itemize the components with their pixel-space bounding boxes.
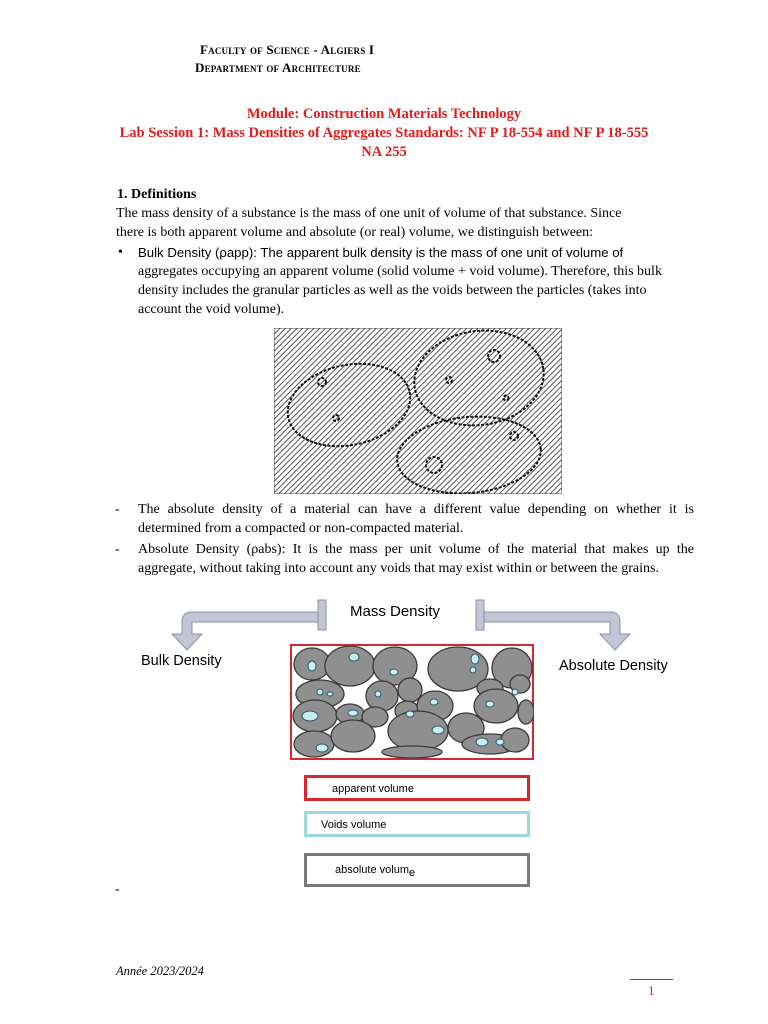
footer-year: Année 2023/2024 xyxy=(116,964,204,978)
bulk-aggregate-illustration xyxy=(274,328,562,494)
legend-voids-volume xyxy=(304,811,530,837)
legend-absolute-label-suffix: e xyxy=(409,867,416,879)
faculty-header: Faculty of Science - Algiers I xyxy=(200,42,375,57)
intro-line-1: The mass density of a substance is the mass of one unit of volume of that substance. Since xyxy=(116,206,622,221)
absolute-density-label: Absolute Density xyxy=(559,658,668,674)
aggregate-grains-diagram xyxy=(290,644,534,760)
legend-apparent-volume xyxy=(304,775,530,801)
page-number: 1 xyxy=(648,983,655,998)
bullet-marker: • xyxy=(118,245,123,260)
mass-density-label: Mass Density xyxy=(350,603,441,620)
bulk-density-definition-lead: Bulk Density (ρapp): The apparent bulk density is the mass of one unit of volume of xyxy=(138,245,624,260)
module-title: Module: Construction Materials Technology xyxy=(246,106,522,122)
page-number-rule xyxy=(630,979,673,980)
lab-title: Lab Session 1: Mass Densities of Aggregates Standards: NF P 18-554 and NF P 18-555 xyxy=(119,125,649,141)
legend-absolute-label: absolute volum xyxy=(335,864,409,876)
standard-title: NA 255 xyxy=(361,144,407,160)
dash-marker-3: - xyxy=(115,882,120,897)
intro-line-2: there is both apparent volume and absolute (or real) volume, we distinguish between: xyxy=(116,225,594,240)
legend-voids-label: Voids volume xyxy=(321,819,387,831)
legend-absolute-volume xyxy=(304,853,530,887)
section-heading: 1. Definitions xyxy=(117,187,197,202)
absolute-density-definition: Absolute Density (ρabs): It is the mass per unit volume of the material that makes up the aggregate, without taking into account any voids that may exist within or between the grains. xyxy=(138,542,694,576)
department-header: Department of Architecture xyxy=(195,60,361,75)
bulk-density-label: Bulk Density xyxy=(141,653,222,669)
absolute-density-note: The absolute density of a material can have a different value depending on whether it is determined from a compacted or non-compacted material. xyxy=(138,502,694,536)
dash-marker-1: - xyxy=(115,502,120,517)
bulk-density-definition-rest: aggregates occupying an apparent volume (solid volume + void volume). Therefore, this bulk density includes the granular particles as well as the voids between the particles (takes into account the void volume). xyxy=(138,264,662,317)
legend-apparent-label: apparent volume xyxy=(332,783,414,795)
dash-marker-2: - xyxy=(115,542,120,557)
